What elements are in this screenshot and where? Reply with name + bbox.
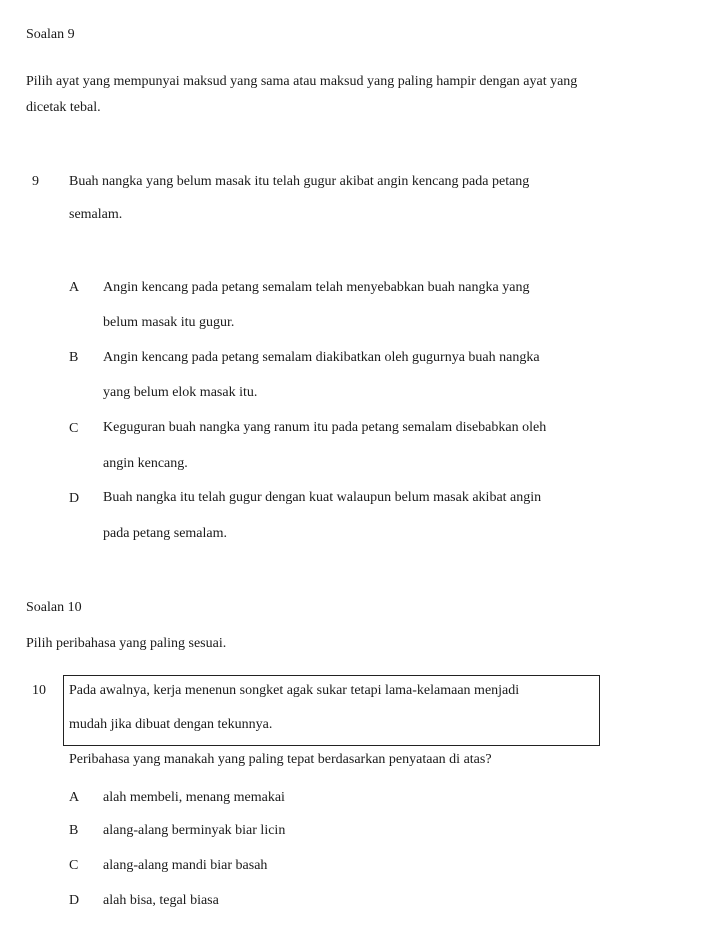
q10-option-c-text[interactable]: alang-alang mandi biar basah (103, 858, 268, 873)
q10-option-c-letter[interactable]: C (69, 858, 79, 873)
q9-instruction-line2: dicetak tebal. (26, 100, 101, 115)
q9-option-c-line1[interactable]: Keguguran buah nangka yang ranum itu pada petang semalam disebabkan oleh (103, 420, 547, 435)
q10-box-line1: Pada awalnya, kerja menenun songket agak sukar tetapi lama-kelamaan menjadi (69, 683, 520, 698)
q9-option-c-line2[interactable]: angin kencang. (103, 456, 188, 471)
q9-number: 9 (32, 174, 39, 189)
q9-option-b-line2[interactable]: yang belum elok masak itu. (103, 385, 258, 400)
q10-option-d-text[interactable]: alah bisa, tegal biasa (103, 893, 219, 908)
q9-heading: Soalan 9 (26, 27, 75, 42)
q9-option-a-letter[interactable]: A (69, 280, 80, 295)
q9-option-d-line1[interactable]: Buah nangka itu telah gugur dengan kuat walaupun belum masak akibat angin (103, 490, 542, 505)
q9-option-b-line1[interactable]: Angin kencang pada petang semalam diakibatkan oleh gugurnya buah nangka (103, 350, 540, 365)
q9-option-a-line1[interactable]: Angin kencang pada petang semalam telah menyebabkan buah nangka yang (103, 280, 530, 295)
q10-option-d-letter[interactable]: D (69, 893, 80, 908)
q10-box-line2: mudah jika dibuat dengan tekunnya. (69, 717, 273, 732)
q10-heading: Soalan 10 (26, 600, 82, 615)
q10-option-a-letter[interactable]: A (69, 790, 80, 805)
q9-option-a-line2[interactable]: belum masak itu gugur. (103, 315, 235, 330)
q10-question: Peribahasa yang manakah yang paling tepat berdasarkan penyataan di atas? (69, 752, 492, 767)
q9-stem-line2: semalam. (69, 207, 123, 222)
q9-option-d-letter[interactable]: D (69, 491, 80, 506)
q10-instruction: Pilih peribahasa yang paling sesuai. (26, 636, 227, 651)
q10-option-a-text[interactable]: alah membeli, menang memakai (103, 790, 285, 805)
q9-option-c-letter[interactable]: C (69, 421, 79, 436)
q10-option-b-letter[interactable]: B (69, 823, 79, 838)
q9-stem-line1: Buah nangka yang belum masak itu telah gugur akibat angin kencang pada petang (69, 174, 530, 189)
q9-option-b-letter[interactable]: B (69, 350, 79, 365)
q9-instruction-line1: Pilih ayat yang mempunyai maksud yang sama atau maksud yang paling hampir dengan ayat yang (26, 74, 578, 89)
q9-option-d-line2[interactable]: pada petang semalam. (103, 526, 228, 541)
q10-option-b-text[interactable]: alang-alang berminyak biar licin (103, 823, 286, 838)
q10-number: 10 (32, 683, 46, 698)
